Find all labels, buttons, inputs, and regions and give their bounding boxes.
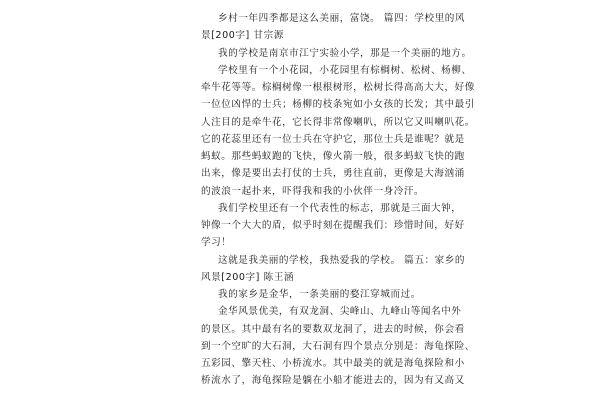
text-line: 的景区。其中最有名的要数双龙洞了，进去的时候，你会看 [201, 324, 465, 335]
text-line: 我们学校里还有一个代表性的标志，那就是三面大钟， [218, 203, 462, 214]
text-line: 这就是我美丽的学校，我热爱我的学校。 篇五：家乡的 [218, 255, 466, 266]
text-line: 出来，像是要出去打仗的士兵，勇往直前，更像是大海汹涌 [201, 168, 465, 179]
text-line: 金华风景优美，有双龙洞、尖峰山、九峰山等闻名中外 [218, 306, 462, 317]
text-line: 它的花蕊里还有一位士兵在守护它，那位士兵是谁呢？就是 [201, 134, 465, 145]
text-line: 一位位凶悍的士兵；杨柳的枝条宛如小女孩的长发；其中最引 [201, 99, 475, 110]
text-line: 牵牛花等等。棕榈树像一根根树形，松树长得高高大大，好像 [201, 82, 475, 93]
text-line: 的波浪一起扑来，吓得我和我的小伙伴一身冷汗。 [201, 186, 425, 197]
text-line: 学校里有一个小花园，小花园里有棕榈树、松树、杨柳、 [218, 65, 472, 76]
text-line: 钟像一个大大的盾，似乎时刻在提醒我们：珍惜时间，好好 [201, 220, 465, 231]
text-line: 我的家乡是金华，一条美丽的婺江穿城而过。 [218, 289, 421, 300]
text-line: 我的学校是南京市江宁实验小学，那是一个美丽的地方。 [218, 48, 472, 59]
text-line: 桥流水了，海龟探险是躺在小船才能进去的，因为有又高又 [201, 375, 465, 386]
text-line: 景[200字] 甘宗源 [201, 30, 284, 41]
text-line: 蚂蚁。那些蚂蚁跑的飞快，像火箭一般，很多蚂蚁飞快的跑 [201, 151, 465, 162]
text-line: 乡村一年四季都是这么美丽，富饶。 篇四：学校里的风 [218, 13, 466, 24]
text-line: 到一个空旷的大石洞，大石洞有四个景点分别是：海龟探险、 [201, 341, 475, 352]
text-line: 学习！ [201, 237, 232, 248]
text-line: 人注目的是牵牛花，它长得非常像喇叭，所以它又叫喇叭花。 [201, 117, 475, 128]
text-line: 五彩园、擎天柱、小桥流水。其中最美的就是海龟探险和小 [201, 358, 465, 369]
text-line: 风景[200字] 陈王涵 [201, 272, 295, 283]
